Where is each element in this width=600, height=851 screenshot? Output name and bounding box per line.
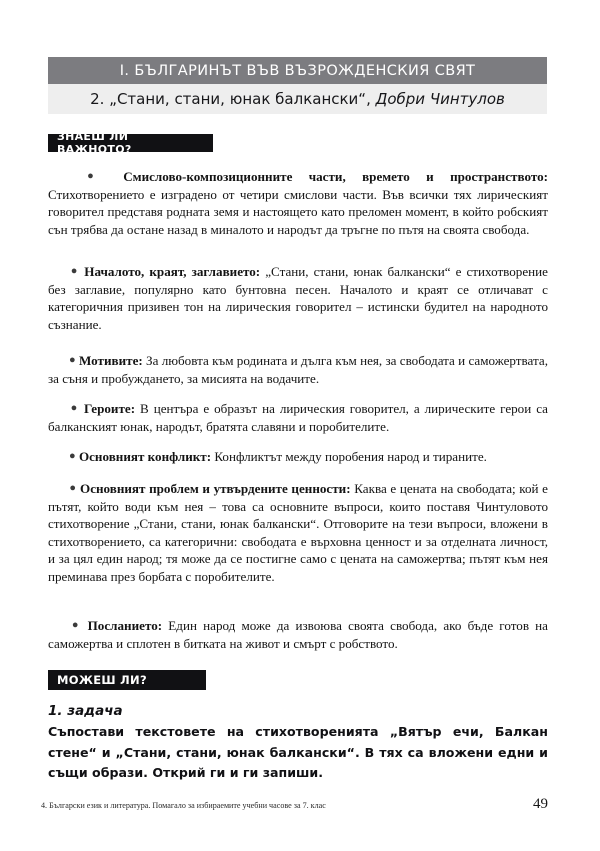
paragraph-lead: Героите: xyxy=(83,401,136,416)
lesson-heading-bar xyxy=(48,84,547,114)
paragraph-lead: Основният конфликт: xyxy=(78,449,212,464)
paragraph-text: Един народ може да извоюва своята свобода, ако бъде готов на саможертва и сплотен в битката на живот и смърт с робството. xyxy=(48,618,548,651)
paragraph-text: За любовта към родината и дълга към нея, за свободата и саможертвата, за съня и пробуждането, за мисията на водачите. xyxy=(48,353,548,386)
paragraph-text: Каква е цената на свободата; кой е пътят, който води към нея – това са основните въпроси, които поставя Чинтуловото стихотворение „Стани, стани, юнак балкански“. Отговорите на тези въпроси, вложени в стихотворението, са категорични: свободата е върховна ценност и за отделната личност, и за цял един народ; тя може да се постигне само с цената на саможертва; пътят към нея преминава през борбата с поробителите. xyxy=(48,481,548,584)
paragraph-conflict xyxy=(48,448,548,466)
bullet-icon: ● xyxy=(69,482,77,494)
task-text: Съпостави текстовете на стихотворенията „Вятър ечи, Балкан стене“ и „Стани, стани, юнак балкански“. В тях са вложени едни и същи образи. Открий ги и ги запиши. xyxy=(48,724,548,780)
lesson-title xyxy=(90,90,505,108)
paragraph-message xyxy=(48,617,548,652)
paragraph-text: В центъра е образът на лирическия говорител, а лирическите герои са балканският юнак, народът, братята славяни и поробителите. xyxy=(48,401,548,434)
paragraph-text: „Стани, стани, юнак балкански“ е стихотворение без заглавие, популярно като бунтовна песен. Началото и краят се отличават с категоричния призивен тон на лирическия говорител – истински будител на народното съзнание. xyxy=(48,264,548,332)
section-label-know: ЗНАЕШ ЛИ ВАЖНОТО? xyxy=(48,134,213,152)
bullet-icon: ● xyxy=(69,402,79,414)
bullet-icon: ● xyxy=(74,170,107,182)
paragraph-lead: Смислово-композиционните части, времето и пространството: xyxy=(123,169,548,184)
chapter-title: I. БЪЛГАРИНЪТ ВЪВ ВЪЗРОЖДЕНСКИЯ СВЯТ xyxy=(119,62,476,79)
paragraph-text: Стихотворението е изградено от четири смислови части. Във всички тях лирическият говорител представя родната земя и настоящето като преломен момент, в който робският сън трябва да остане назад в миналото и народът да тръгне по пътя на своята свобода. xyxy=(48,186,548,237)
paragraph-lead: Основният проблем и утвърдените ценности: xyxy=(80,481,351,496)
paragraph-text: Конфликтът между поробения народ и тираните. xyxy=(211,449,487,464)
paragraph-lead: Мотивите: xyxy=(78,353,143,368)
chapter-heading-bar xyxy=(48,57,547,84)
bullet-icon: ● xyxy=(69,265,80,277)
footer-source: 4. Български език и литература. Помагало за избираемите учебни часове за 7. клас xyxy=(41,801,326,810)
paragraph-lead: Началото, краят, заглавието: xyxy=(84,264,261,279)
page-number: 49 xyxy=(533,796,548,812)
lesson-title-main: 2. „Стани, стани, юнак балкански“, xyxy=(90,90,371,108)
bullet-icon: ● xyxy=(69,354,76,366)
lesson-author: Добри Чинтулов xyxy=(375,90,505,108)
bullet-icon: ● xyxy=(69,450,76,462)
task-title: 1. задача xyxy=(48,703,123,719)
bullet-icon: ● xyxy=(69,619,82,631)
paragraph-motives xyxy=(48,352,548,387)
paragraph-heroes xyxy=(48,400,548,435)
paragraph-beginning xyxy=(48,263,548,333)
paragraph-problem xyxy=(48,480,548,586)
paragraph-composition xyxy=(48,168,548,238)
paragraph-lead: Посланието: xyxy=(87,618,163,633)
section-label-can: МОЖЕШ ЛИ? xyxy=(48,670,206,690)
